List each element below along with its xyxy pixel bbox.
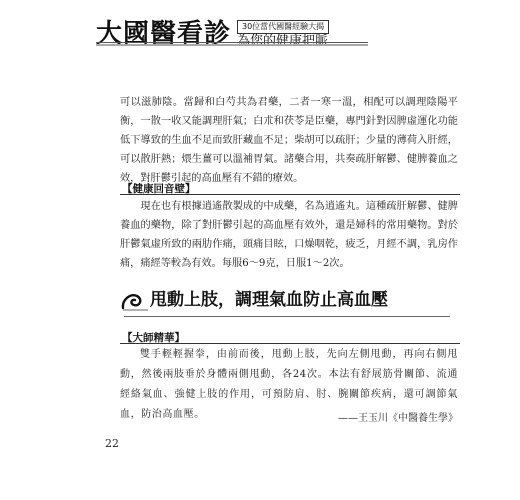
book-title: 大國醫看診: [96, 19, 232, 49]
swirl-icon: [120, 290, 150, 314]
master-essence-label: 【大師精華】: [122, 332, 185, 344]
section-underline: [124, 316, 450, 317]
book-tagline: 為您的健康把脈: [237, 34, 329, 49]
section-title: 甩動上肢，調理氣血防止高血壓: [150, 290, 388, 310]
health-echo-label: 【健康回音壁】: [122, 183, 196, 195]
series-tag: 30位當代國醫經驗大揭: [237, 20, 329, 34]
health-echo-heading: [120, 177, 460, 195]
heading-rule: [120, 343, 460, 344]
master-quote: 雙手輕輕握拳，由前而後，甩動上肢，先向左側甩動，再向右側甩動，然後兩肢垂於身體兩側甩動，各24次。本法有舒展筋骨關節、流通經絡氣血、強健上肢的作用，可預防肩、肘、腕關節疾病，還可調節氣血，防治高血壓。: [120, 349, 458, 420]
paragraph-formula: 可以滋肺陰。當歸和白芍共為君藥，二者一寒一溫，相配可以調理陰陽平衡，一散一收又能調理肝氣；白朮和茯苓是臣藥，專門針對因脾虛運化功能低下導致的生血不足而致肝藏血不足；柴胡可以疏肝；少量的薄荷入肝經，可以散肝熱；煨生薑可以溫補胃氣。諸藥合用，共奏疏肝解鬱、健脾養血之效，對肝鬱引起的高血壓有不錯的療效。: [120, 97, 458, 184]
quote-source: ——王玉川《中醫養生學》: [338, 413, 458, 424]
header-rule: [96, 42, 368, 43]
page-header: [96, 14, 426, 54]
section-heading: [120, 286, 460, 320]
header-rule-shadow: [96, 44, 368, 46]
master-essence-heading: [120, 326, 460, 344]
heading-rule: [120, 194, 460, 195]
page-number: 22: [105, 437, 119, 450]
paragraph-xiaoyao-pill: 現在也有根據逍遙散製成的中成藥，名為逍遙丸。這種疏肝解鬱、健脾養血的藥物，除了對肝鬱引起的高血壓有效外，還是婦科的常用藥物。對於肝鬱氣虛所致的兩肋作痛，頭痛目眩，口燥咽乾，疲乏，月經不調，乳房作痛，痛經等較為有效。每服6～9克，日服1～2次。: [120, 201, 458, 269]
